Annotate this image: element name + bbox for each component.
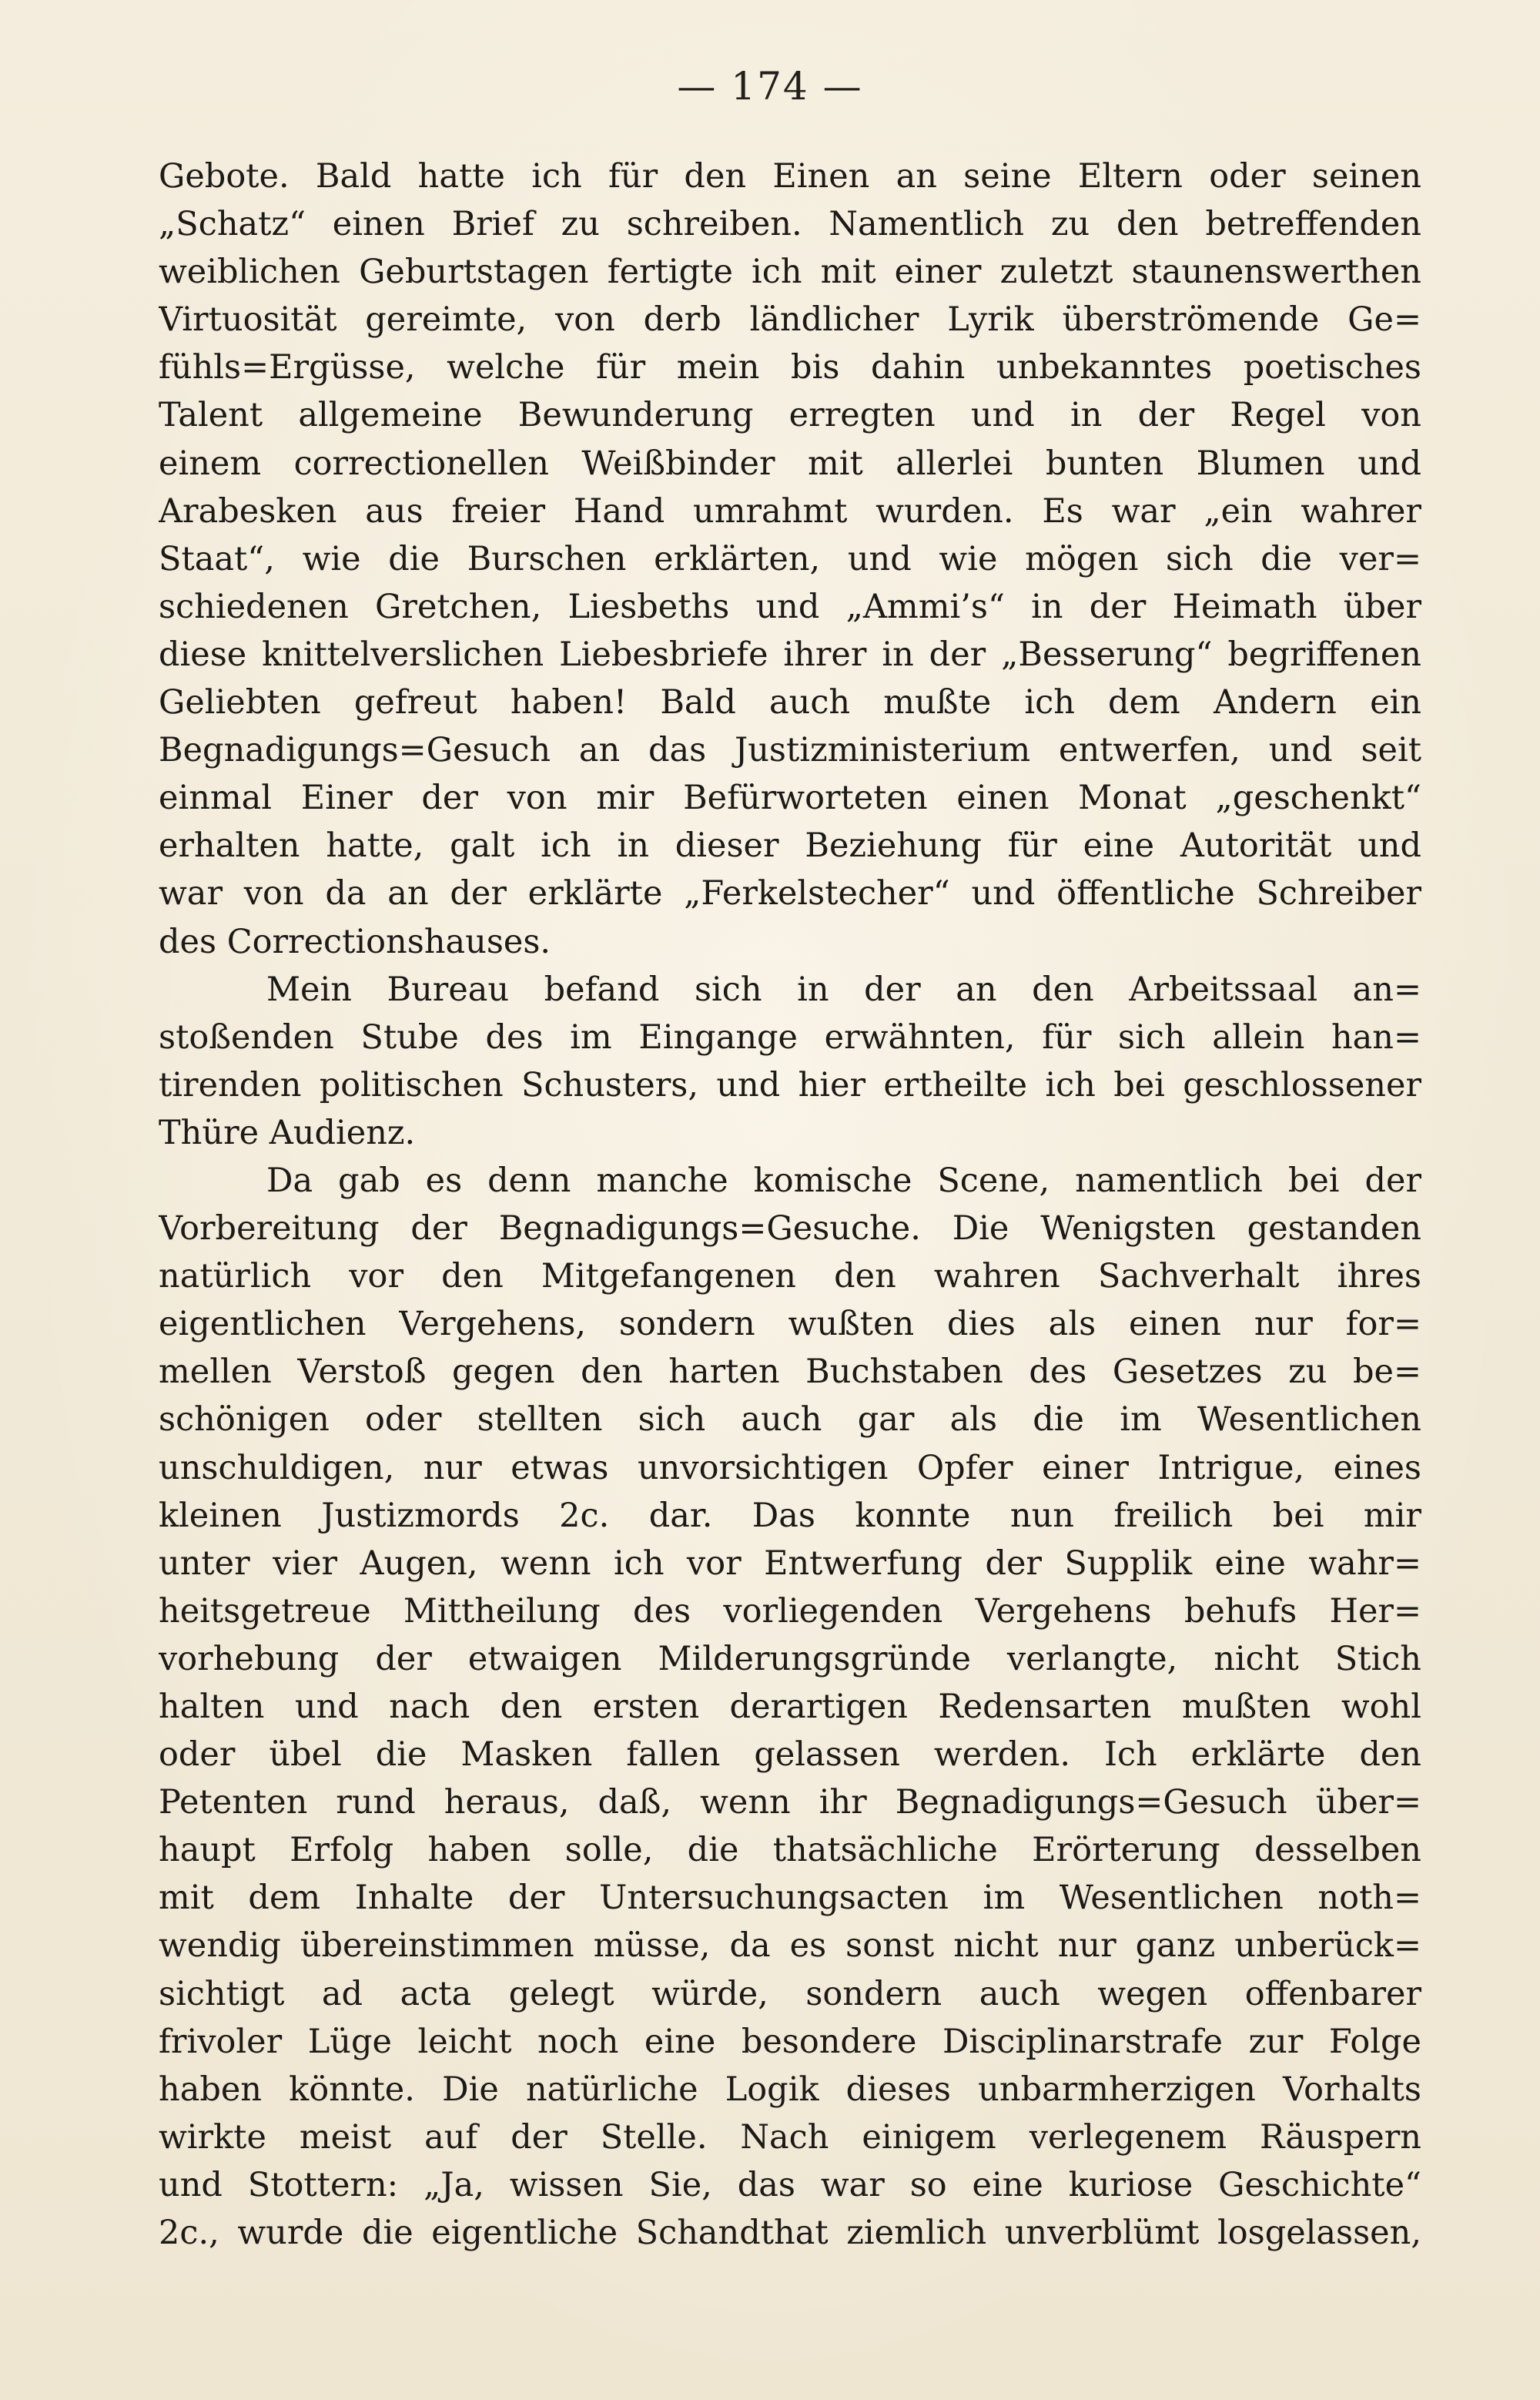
text-line: heitsgetreue Mittheilung des vorliegenden Vergehens behufs Her= xyxy=(159,1591,1421,1631)
text-line: Petenten rund heraus, daß, wenn ihr Begnadigungs=Gesuch über= xyxy=(159,1783,1421,1822)
text-line: Vorbereitung der Begnadigungs=Gesuche. Die Wenigsten gestanden xyxy=(159,1209,1421,1249)
text-line: weiblichen Geburtstagen fertigte ich mit einer zuletzt staunenswerthen xyxy=(159,253,1421,292)
text-line: frivoler Lüge leicht noch eine besondere Disciplinarstrafe zur Folge xyxy=(159,2022,1421,2061)
text-line: vorhebung der etwaigen Milderungsgründe verlangte, nicht Stich xyxy=(159,1639,1421,1678)
page-number-header: — 174 — xyxy=(677,64,863,109)
text-line: Gebote. Bald hatte ich für den Einen an seine Eltern oder seinen xyxy=(159,157,1421,196)
text-line: Geliebten gefreut haben! Bald auch mußte ich dem Andern ein xyxy=(159,683,1421,722)
text-line: unschuldigen, nur etwas unvorsichtigen Opfer einer Intrigue, eines xyxy=(159,1448,1421,1487)
text-line: diese knittelverslichen Liebesbriefe ihrer in der „Besserung“ begriffenen xyxy=(159,635,1421,674)
text-line: wirkte meist auf der Stelle. Nach einigem verlegenem Räuspern xyxy=(159,2117,1421,2157)
text-line: war von da an der erklärte „Ferkelstecher“ und öffentliche Schreiber xyxy=(159,874,1421,913)
text-line: tirenden politischen Schusters, und hier ertheilte ich bei geschlossener xyxy=(159,1065,1421,1104)
text-line: Mein Bureau befand sich in der an den Arbeitssaal an= xyxy=(266,970,1421,1009)
text-line: einmal Einer der von mir Befürworteten einen Monat „geschenkt“ xyxy=(159,779,1421,818)
text-line: mit dem Inhalte der Untersuchungsacten im Wesentlichen noth= xyxy=(159,1879,1421,1918)
text-line: Virtuosität gereimte, von derb ländlicher Lyrik überströmende Ge= xyxy=(159,300,1421,340)
text-line: erhalten hatte, galt ich in dieser Beziehung für eine Autorität und xyxy=(159,826,1421,866)
text-line: schönigen oder stellten sich auch gar als die im Wesentlichen xyxy=(159,1400,1421,1440)
text-line: Begnadigungs=Gesuch an das Justizministerium entwerfen, und seit xyxy=(159,731,1421,770)
text-line: kleinen Justizmords 2c. dar. Das konnte nun freilich bei mir xyxy=(159,1496,1421,1535)
text-line: natürlich vor den Mitgefangenen den wahren Sachverhalt ihres xyxy=(159,1257,1421,1296)
text-line: mellen Verstoß gegen den harten Buchstaben des Gesetzes zu be= xyxy=(159,1353,1421,1392)
text-line: 2c., wurde die eigentliche Schandthat ziemlich unverblümt losgelassen, xyxy=(159,2214,1421,2253)
text-line: oder übel die Masken fallen gelassen werden. Ich erklärte den xyxy=(159,1735,1421,1775)
text-line: haupt Erfolg haben solle, die thatsächliche Erörterung desselben xyxy=(159,1831,1421,1870)
text-line: eigentlichen Vergehens, sondern wußten dies als einen nur for= xyxy=(159,1305,1421,1344)
text-line: Talent allgemeine Bewunderung erregten und in der Regel von xyxy=(159,396,1421,435)
text-line: wendig übereinstimmen müsse, da es sonst nicht nur ganz unberück= xyxy=(159,1926,1421,1966)
text-line: Staat“, wie die Burschen erklärten, und wie mögen sich die ver= xyxy=(159,539,1421,578)
text-line: stoßenden Stube des im Eingange erwähnten, für sich allein han= xyxy=(159,1017,1421,1057)
text-line: fühls=Ergüsse, welche für mein bis dahin unbekanntes poetisches xyxy=(159,348,1421,387)
text-line: haben könnte. Die natürliche Logik dieses unbarmherzigen Vorhalts xyxy=(159,2070,1421,2109)
text-line: Da gab es denn manche komische Scene, namentlich bei der xyxy=(266,1161,1421,1200)
text-line: Arabesken aus freier Hand umrahmt wurden. Es war „ein wahrer xyxy=(159,491,1421,531)
text-line: unter vier Augen, wenn ich vor Entwerfung der Supplik eine wahr= xyxy=(159,1544,1421,1583)
text-line: einem correctionellen Weißbinder mit allerlei bunten Blumen und xyxy=(159,444,1421,483)
text-line: „Schatz“ einen Brief zu schreiben. Namentlich zu den betreffenden xyxy=(159,205,1421,244)
text-line: sichtigt ad acta gelegt würde, sondern auch wegen offenbarer xyxy=(159,1974,1421,2013)
text-line: schiedenen Gretchen, Liesbeths und „Ammi’s“ in der Heimath über xyxy=(159,587,1421,626)
text-line: halten und nach den ersten derartigen Redensarten mußten wohl xyxy=(159,1688,1421,1726)
text-line: Thüre Audienz. xyxy=(159,1113,416,1152)
text-line: und Stottern: „Ja, wissen Sie, das war so eine kuriose Geschichte“ xyxy=(159,2165,1421,2204)
body-text xyxy=(159,153,1421,2257)
text-line: des Correctionshauses. xyxy=(159,922,551,961)
